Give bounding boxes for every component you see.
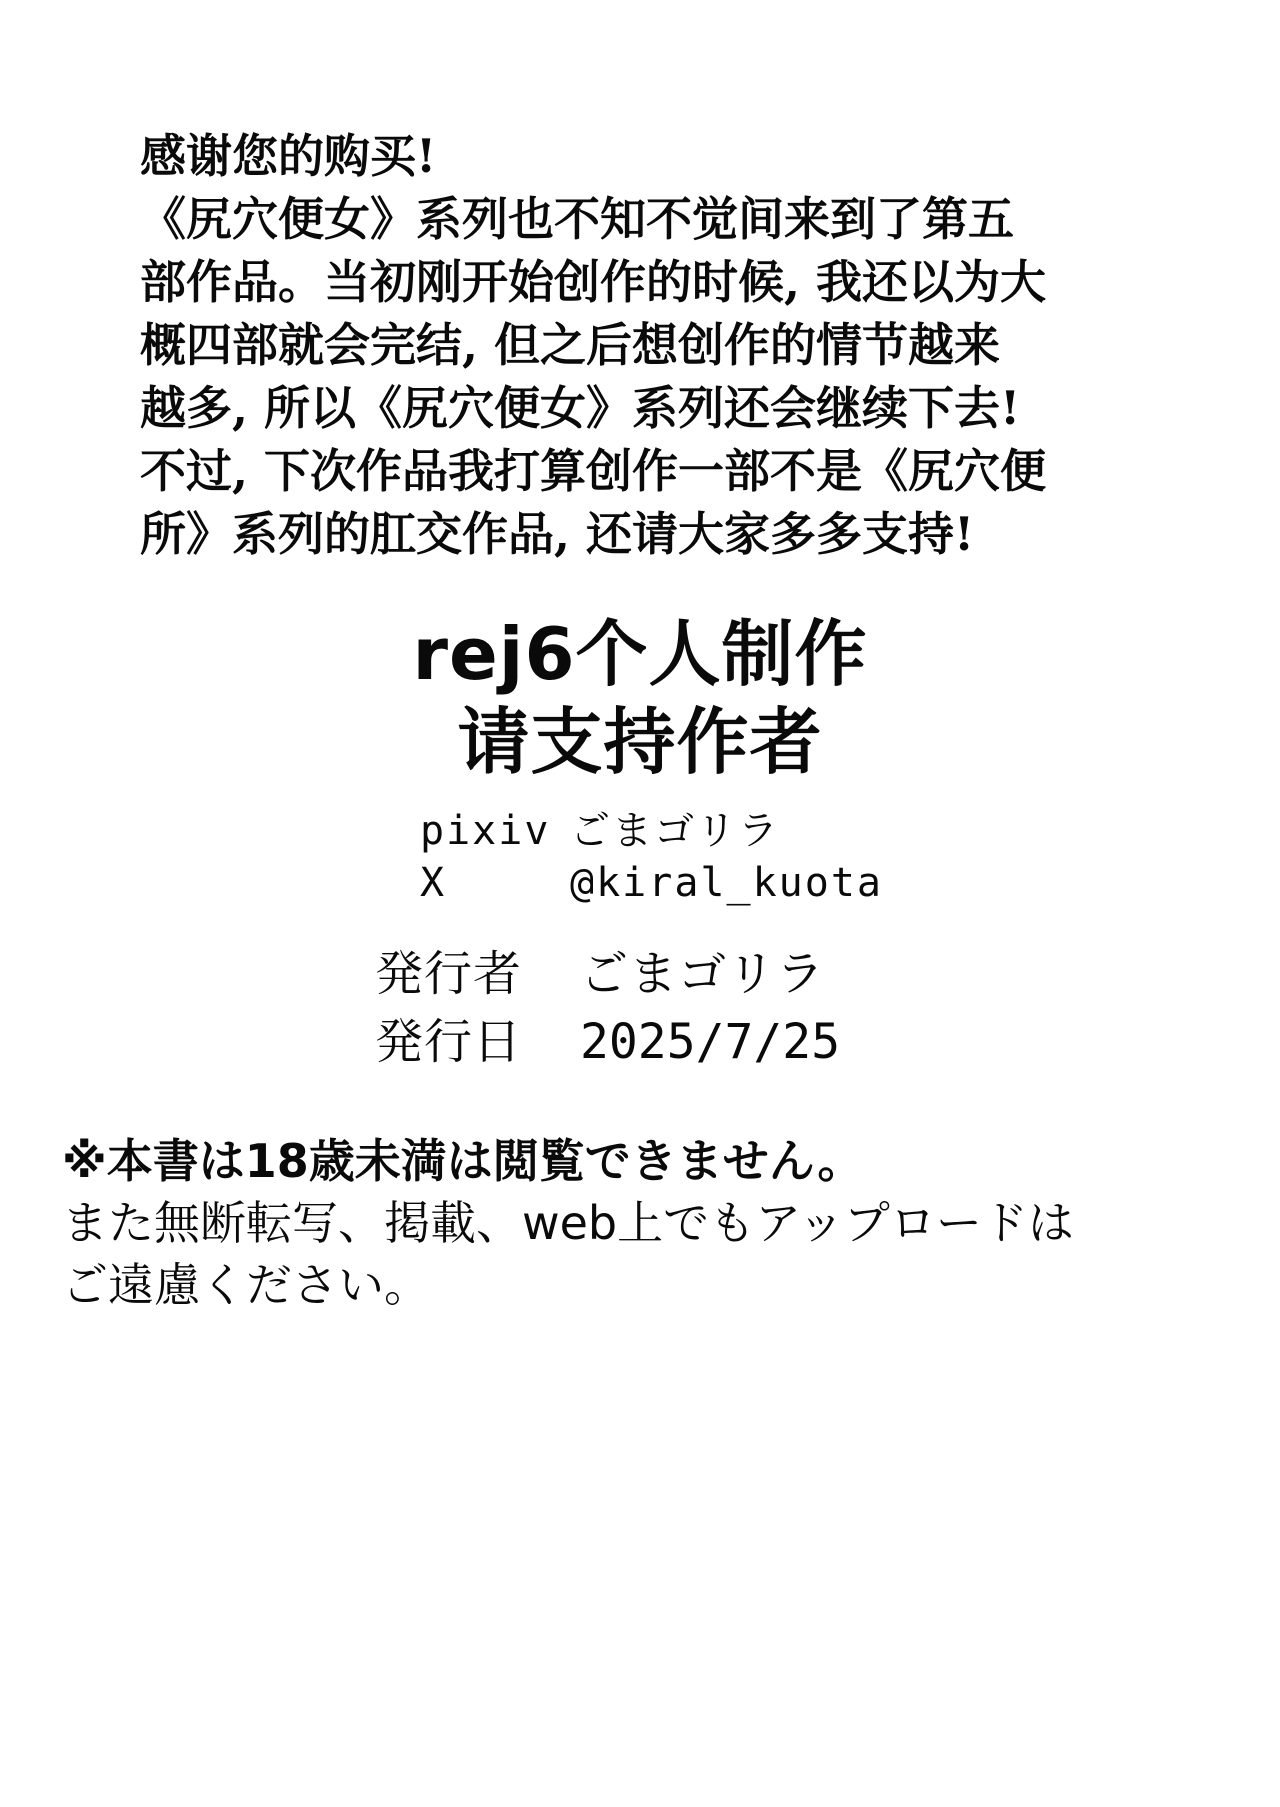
afterword-line-5: 越多, 所以《尻穴便女》系列还会继续下去!: [140, 381, 1021, 435]
publisher-row-date: [350, 1008, 930, 1076]
notice-line-2: また無断転写、掲載、web上でもアップロードは: [62, 1196, 1074, 1250]
handle-value-x: @kiral_kuota: [570, 860, 883, 906]
handle-row-pixiv: [390, 805, 890, 857]
credit-headline: [0, 610, 1280, 786]
age-restriction-notice: [62, 1130, 1222, 1316]
publisher-value-author: ごまゴリラ: [580, 946, 826, 1002]
publisher-label-date: 発行日: [375, 1014, 523, 1070]
handle-label-x: X: [420, 860, 447, 906]
publisher-value-date: 2025/7/25: [580, 1014, 841, 1070]
publisher-info: [0, 940, 1280, 1076]
social-handles: [0, 805, 1280, 909]
afterword-line-6: 不过, 下次作品我打算创作一部不是《尻穴便: [140, 444, 1047, 498]
handle-value-pixiv: ごまゴリラ: [570, 808, 780, 854]
afterword-line-1: 感谢您的购买!: [140, 129, 437, 183]
headline-line-2: 请支持作者: [457, 700, 823, 784]
publisher-row-author: [350, 940, 930, 1008]
afterword-text-block: [140, 125, 1150, 566]
notice-line-3: ご遠慮ください。: [62, 1258, 430, 1312]
handle-label-pixiv: pixiv: [420, 808, 551, 854]
notice-line-1: ※本書は18歳未満は閲覧できません。: [62, 1134, 864, 1188]
afterword-line-7: 所》系列的肛交作品, 还请大家多多支持!: [140, 507, 975, 561]
publisher-label-author: 発行者: [375, 946, 523, 1002]
afterword-line-3: 部作品。当初刚开始创作的时候, 我还以为大: [140, 255, 1047, 309]
afterword-line-4: 概四部就会完结, 但之后想创作的情节越来: [140, 318, 1001, 372]
handle-row-x: [390, 857, 890, 909]
headline-line-1: rej6个人制作: [412, 612, 868, 696]
afterword-line-2: 《尻穴便女》系列也不知不觉间来到了第五: [140, 192, 1014, 246]
